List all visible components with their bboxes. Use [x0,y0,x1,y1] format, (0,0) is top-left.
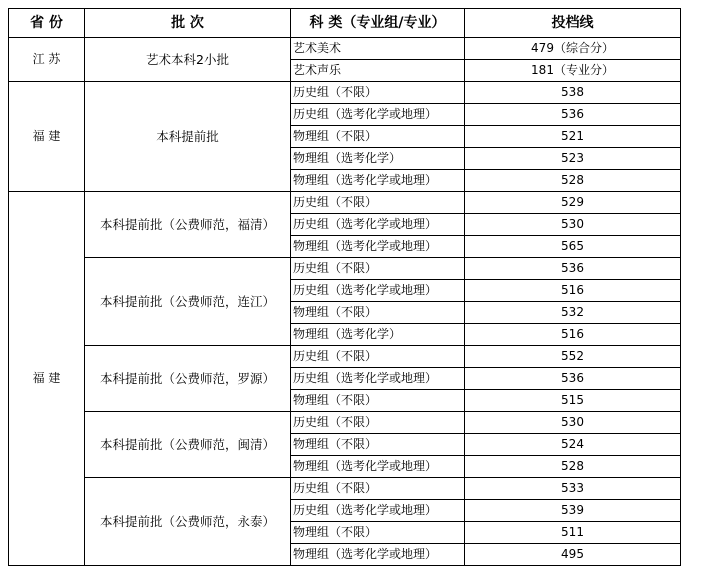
score-cell: 511 [465,522,681,544]
subject-cell: 物理组（不限） [291,390,465,412]
subject-cell: 历史组（不限） [291,346,465,368]
subject-cell: 物理组（选考化学或地理） [291,456,465,478]
subject-cell: 历史组（不限） [291,258,465,280]
score-cell: 524 [465,434,681,456]
subject-cell: 历史组（选考化学或地理） [291,214,465,236]
score-cell: 495 [465,544,681,566]
subject-cell: 历史组（选考化学或地理） [291,280,465,302]
batch-cell: 本科提前批（公费师范，连江） [85,258,291,346]
admission-score-table [8,8,681,566]
table-row [9,38,681,60]
score-cell: 532 [465,302,681,324]
subject-cell: 物理组（不限） [291,302,465,324]
subject-cell: 物理组（不限） [291,522,465,544]
table-body [9,38,681,566]
subject-cell: 物理组（选考化学） [291,324,465,346]
score-cell: 181（专业分） [465,60,681,82]
header-score: 投档线 [465,9,681,38]
subject-cell: 历史组（选考化学或地理） [291,104,465,126]
subject-cell: 物理组（不限） [291,126,465,148]
score-cell: 516 [465,280,681,302]
score-cell: 528 [465,456,681,478]
score-cell: 536 [465,368,681,390]
subject-cell: 物理组（选考化学或地理） [291,236,465,258]
score-cell: 528 [465,170,681,192]
header-subject: 科 类（专业组/专业） [291,9,465,38]
score-cell: 523 [465,148,681,170]
score-cell: 552 [465,346,681,368]
table-row [9,192,681,214]
subject-cell: 历史组（不限） [291,192,465,214]
batch-cell: 本科提前批（公费师范，罗源） [85,346,291,412]
score-cell: 530 [465,214,681,236]
subject-cell: 艺术美术 [291,38,465,60]
score-cell: 533 [465,478,681,500]
subject-cell: 历史组（不限） [291,82,465,104]
score-cell: 521 [465,126,681,148]
subject-cell: 历史组（不限） [291,478,465,500]
batch-cell: 本科提前批（公费师范，永泰） [85,478,291,566]
header-row [9,9,681,38]
table-row [9,82,681,104]
batch-cell: 本科提前批（公费师范，福清） [85,192,291,258]
score-cell: 539 [465,500,681,522]
table-row [9,412,681,434]
province-cell: 江 苏 [9,38,85,82]
province-cell: 福 建 [9,82,85,192]
province-cell: 福 建 [9,192,85,566]
score-cell: 479（综合分） [465,38,681,60]
subject-cell: 物理组（选考化学） [291,148,465,170]
batch-cell: 本科提前批 [85,82,291,192]
subject-cell: 物理组（不限） [291,434,465,456]
subject-cell: 物理组（选考化学或地理） [291,170,465,192]
score-cell: 536 [465,258,681,280]
score-cell: 536 [465,104,681,126]
score-cell: 515 [465,390,681,412]
table-row [9,478,681,500]
score-cell: 530 [465,412,681,434]
header-batch: 批 次 [85,9,291,38]
table-row [9,346,681,368]
subject-cell: 历史组（选考化学或地理） [291,500,465,522]
subject-cell: 物理组（选考化学或地理） [291,544,465,566]
score-cell: 538 [465,82,681,104]
score-cell: 516 [465,324,681,346]
subject-cell: 历史组（选考化学或地理） [291,368,465,390]
batch-cell: 本科提前批（公费师范，闽清） [85,412,291,478]
score-cell: 565 [465,236,681,258]
table-row [9,258,681,280]
subject-cell: 历史组（不限） [291,412,465,434]
admission-score-table-container [8,8,681,566]
score-cell: 529 [465,192,681,214]
header-province: 省 份 [9,9,85,38]
batch-cell: 艺术本科2小批 [85,38,291,82]
subject-cell: 艺术声乐 [291,60,465,82]
